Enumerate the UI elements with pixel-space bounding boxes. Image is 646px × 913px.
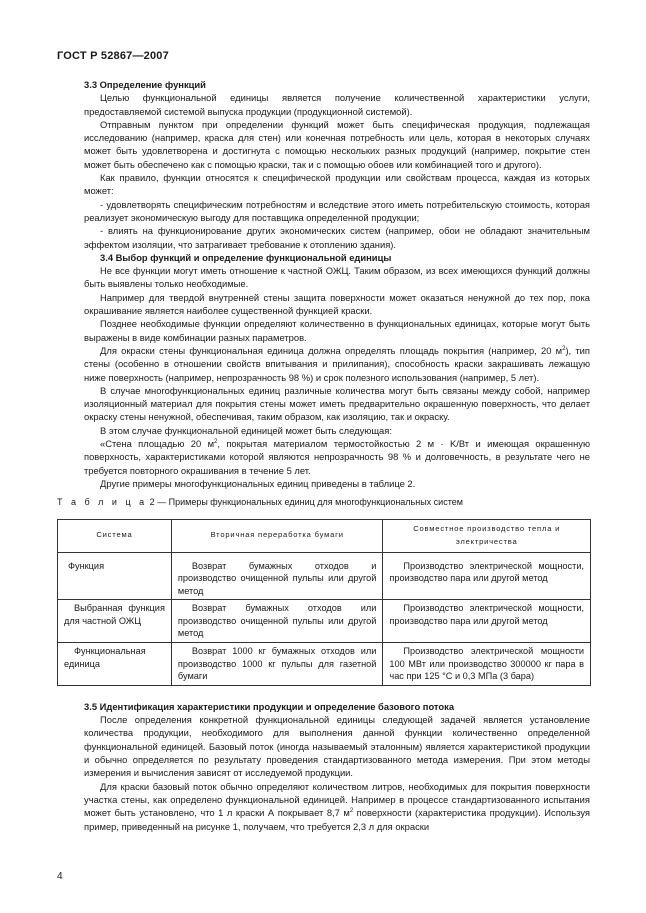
table-header-row: [58, 519, 591, 552]
table-cell: Производство электрической мощности, производство пара или другой метод: [383, 600, 591, 643]
table-2: [57, 519, 591, 686]
paragraph: Например для твердой внутренней стены защита поверхности может оказаться ненужной до тех пор, пока окрашивание является наиболее существенной функцией краски.: [84, 291, 590, 317]
section-heading-3-3: 3.3 Определение функций: [84, 79, 206, 90]
paragraph: В этом случае функциональной единицей может быть следующая:: [100, 424, 392, 436]
standard-code: ГОСТ Р 52867—2007: [57, 50, 169, 62]
section-heading-3-4: 3.4 Выбор функций и определение функциональной единицы: [100, 251, 392, 263]
table-cell: Возврат 1000 кг бумажных отходов или производство 1000 кг пульпы для газетной бумаги: [171, 643, 382, 686]
paragraph: Отправным пунктом при определении функций может быть специфическая продукция, подлежащая исследованию (например, краска для стен) или конечная потребность или цель, которая в некоторых случаях может быть удовлетворена и достигнута с помощью нескольких разных продукций (например, покрытие стен может быть обеспечено как с помощью краски, так и с помощью обоев или комбинацией того и другого).: [84, 118, 590, 170]
table-caption: Т а б л и ц а 2 — Примеры функциональных единиц для многофункциональных систем: [57, 497, 463, 508]
table-cell: Производство электрической мощности, производство пара или другой метод: [383, 552, 591, 600]
page-number: 4: [57, 871, 63, 882]
paragraph: Не все функции могут иметь отношение к частной ОЖЦ. Таким образом, из всех имеющихся функций должны быть выявлены только необходимые.: [84, 265, 590, 290]
paragraph: Другие примеры многофункциональных единиц приведены в таблице 2.: [100, 477, 416, 489]
table-cell: Производство электрической мощности 100 МВт или производство 300000 кг пара в час при 125 °C и 0,3 МПа (3 бара): [383, 643, 591, 686]
table-row: [58, 643, 591, 686]
paragraph: Позднее необходимые функции определяют количественно в функциональных единицах, которые могут быть выражены в виде комбинации разных параметров.: [84, 318, 590, 343]
table-row: [58, 600, 591, 643]
table-cell: Выбранная функция для частной ОЖЦ: [58, 600, 172, 643]
table-header-cell: Совместное производство тепла и электричества: [383, 519, 591, 552]
list-item: - влиять на функционирование других экономических систем (например, обои не обладают значительным эффектом изоляции, что затрагивает требование к отоплению здания).: [84, 225, 590, 250]
list-item: - удовлетворять специфическим потребностям и вследствие этого иметь потребительскую стоимость, которая реализует экономическую выгоду для поставщика определенной продукции;: [84, 198, 590, 223]
paragraph: Как правило, функции относятся к специфической продукции или свойствам процесса, каждая из которых может:: [84, 172, 590, 197]
paragraph: «Стена площадью 20 $м^2$, покрытая материалом термостойкостью 2 м · K/Вт и имеющая окрашенную поверхность, характеристиками которой являются непрозрачность 98 % и долговечность, в результате чего не требуется повторного окрашивания в течение 5 лет.: [84, 438, 590, 476]
paragraph: Для окраски стены функциональная единица должна определять площадь покрытия (например, 20 $м^2$), тип стены (особенно в отношении свойств впитывания и прилипания), способность краски закрашивать лежащую ниже поверхность (например, непрозрачность 98 %) и срок полезного использования (например, 5 лет).: [84, 344, 590, 383]
section-heading-3-5: 3.5 Идентификация характеристики продукции и определение базового потока: [84, 700, 455, 712]
table-header-cell: Вторичная переработка бумаги: [171, 519, 382, 552]
table-row: [58, 552, 591, 600]
paragraph: В случае многофункциональных единиц различные количества могут быть связаны между собой, например изоляционный материал для покрытия стены может иметь предварительно окрашенную поверхность, что делает окраску стены ненужной, обеспечивая, таким образом, как изоляцию, так и окраску.: [84, 384, 590, 423]
table-cell: Возврат бумажных отходов и производство очищенной пульпы или другой метод: [171, 552, 382, 600]
paragraph: Для краски базовый поток обычно определяют количеством литров, необходимых для покрытия поверхности участка стены, как определено функциональной единицей. Например в процессе стандартизованного испытания может быть установлено, что 1 л краски А покрывает 8,7 $м^2$ поверхности (характеристика продукции). Используя пример, приведенный на рисунке 1, получаем, что требуется 2,3 л для окраски: [84, 780, 590, 832]
table-cell: Функция: [58, 552, 172, 600]
page-body: [57, 78, 590, 833]
table-cell: Возврат бумажных отходов или производство очищенной пульпы или другой метод: [171, 600, 382, 643]
paragraph: После определения конкретной функциональной единицы следующей задачей является установление количества продукции, необходимого для выполнения данной функции количественно определенной функциональной единицей. Базовый поток (иногда называемый эталонным) является характеристикой продукции и обычно определяется по результату проведения стандартизованного метода измерения. При этом методы измерения и вычисления зависят от исследуемой продукции.: [84, 714, 590, 779]
table-cell: Функциональная единица: [58, 643, 172, 686]
paragraph: Целью функциональной единицы является получение количественной характеристики услуги, предоставляемой системой выпуска продукции (продукционной системой).: [84, 92, 590, 117]
table-header-cell: Система: [58, 519, 172, 552]
